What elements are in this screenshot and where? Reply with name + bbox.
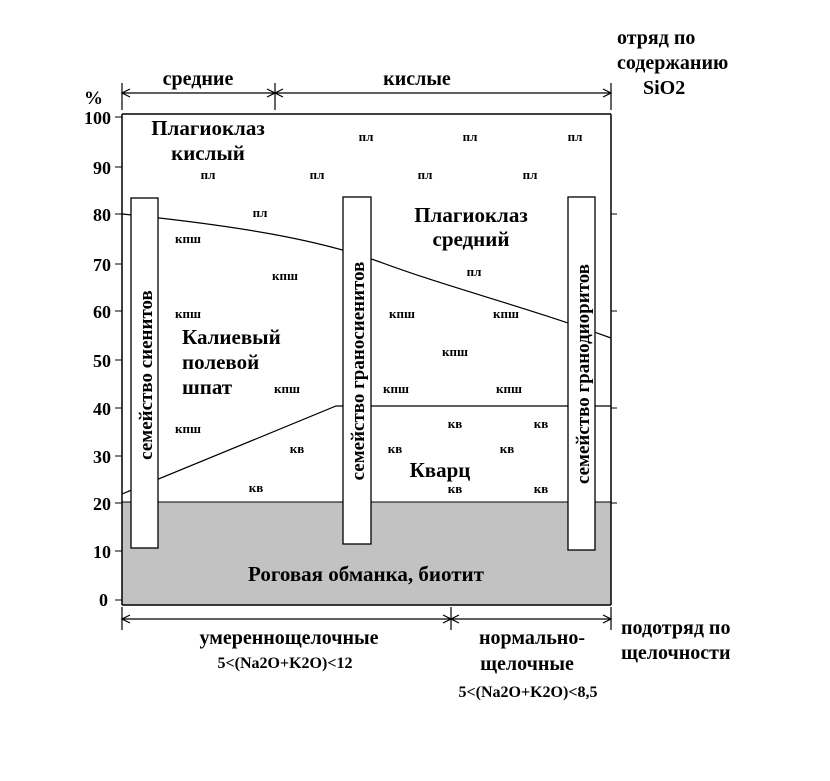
kv-mark: кв: [248, 480, 264, 495]
pl-mark: пл: [309, 167, 325, 182]
kpsh-mark: кпш: [272, 268, 298, 283]
kv-mark: кв: [387, 441, 403, 456]
y-tick-label: 90: [93, 158, 111, 178]
pl-mark: пл: [417, 167, 433, 182]
y-tick-label: 10: [93, 542, 111, 562]
pl-mark: пл: [252, 205, 268, 220]
kv-mark: кв: [447, 416, 463, 431]
percent-label: %: [84, 88, 103, 109]
y-tick-label: 100: [84, 108, 111, 128]
kfeldspar-label: шпат: [182, 375, 233, 399]
kv-mark: кв: [447, 481, 463, 496]
pl-mark: пл: [466, 264, 482, 279]
plagioclase-mid-label: Плагиоклаз: [414, 203, 528, 227]
medium-label: средние: [162, 68, 234, 90]
plagioclase-acid-label: Плагиоклаз: [151, 116, 265, 140]
acid-label: кислые: [383, 68, 451, 90]
y-tick-label: 30: [93, 447, 111, 467]
alkalinity-suborder-label: щелочности: [621, 642, 731, 664]
plagioclase-mid-label: средний: [432, 227, 510, 251]
pl-mark: пл: [200, 167, 216, 182]
kv-mark: кв: [499, 441, 515, 456]
kpsh-mark: кпш: [383, 381, 409, 396]
pl-mark: пл: [462, 129, 478, 144]
pl-mark: пл: [358, 129, 374, 144]
kfeldspar-label: полевой: [182, 350, 260, 374]
normal-alkaline-label: нормально-: [479, 627, 585, 649]
kfeldspar-label: Калиевый: [182, 325, 281, 349]
kpsh-mark: кпш: [442, 344, 468, 359]
kv-mark: кв: [533, 481, 549, 496]
granodiorite-family-label: семейство гранодиоритов: [573, 263, 594, 485]
y-tick-label: 60: [93, 302, 111, 322]
quartz-label: Кварц: [409, 458, 471, 482]
pl-mark: пл: [522, 167, 538, 182]
hornblende-biotite-label: Роговая обманка, биотит: [248, 562, 484, 586]
kpsh-mark: кпш: [175, 421, 201, 436]
y-tick-label: 80: [93, 205, 111, 225]
alkalinity-suborder-label: подотряд по: [621, 617, 731, 639]
kpsh-mark: кпш: [175, 231, 201, 246]
y-tick-label: 0: [99, 590, 108, 610]
kpsh-mark: кпш: [496, 381, 522, 396]
kpsh-mark: кпш: [389, 306, 415, 321]
normal-alkaline-formula: 5<(Na2O+K2O)<8,5: [458, 684, 598, 701]
y-tick-label: 40: [93, 399, 111, 419]
y-tick-label: 20: [93, 494, 111, 514]
syenite-family-label: семейство сиенитов: [136, 290, 157, 460]
pl-mark: пл: [567, 129, 583, 144]
kpsh-mark: кпш: [274, 381, 300, 396]
granosyenite-family-label: семейство граносиенитов: [348, 261, 369, 481]
moderate-alkaline-formula: 5<(Na2O+K2O)<12: [217, 655, 353, 672]
y-tick-label: 70: [93, 255, 111, 275]
kv-mark: кв: [533, 416, 549, 431]
plagioclase-acid-label: кислый: [171, 141, 245, 165]
sio2-order-line2: содержанию: [617, 52, 729, 74]
sio2-order-line1: отряд по: [617, 27, 696, 49]
moderate-alkaline-label: умереннощелочные: [199, 627, 379, 649]
sio2-order-line3: SiO2: [643, 77, 686, 99]
normal-alkaline-label: щелочные: [480, 653, 574, 675]
kpsh-mark: кпш: [175, 306, 201, 321]
y-tick-label: 50: [93, 351, 111, 371]
kv-mark: кв: [289, 441, 305, 456]
kpsh-mark: кпш: [493, 306, 519, 321]
